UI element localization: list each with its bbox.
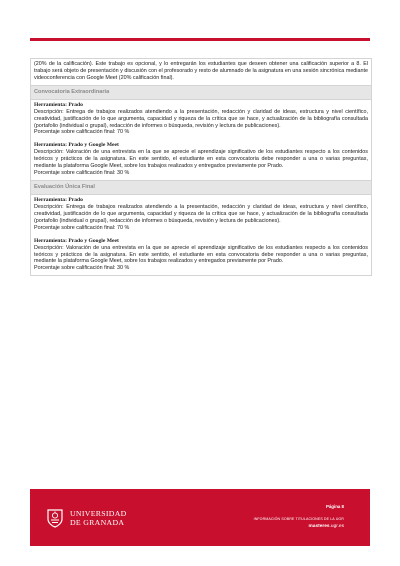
evaluation-item [34, 197, 368, 232]
percentage-text: Porcentaje sobre calificación final: 30 % [34, 265, 130, 272]
section-header-extraordinaria: Convocatoria Extraordinaria [31, 85, 371, 100]
titulaciones-info: INFORMACIÓN SOBRE TITULACIONES DE LA UGR [253, 517, 344, 521]
page-footer [30, 489, 370, 546]
university-crest-icon [46, 508, 64, 528]
top-accent-bar [30, 38, 370, 41]
description-text: Descripción: Valoración de una entrevista en la que se aprecie el aprendizaje significativo de los estudiantes respecto a los contenidos teóricos y prácticos de la asignatura. En este sentido, el estudiante en esta convocatoria debe responder a una o varias preguntas, mediante la plataforma Google Meet, sobre los trabajos realizados y entregados previamente por Prado. [34, 149, 368, 170]
percentage-text: Porcentaje sobre calificación final: 30 % [34, 170, 130, 177]
tool-label: Herramienta: Prado [34, 196, 83, 203]
percentage-text: Porcentaje sobre calificación final: 70 % [34, 129, 130, 136]
tool-label: Herramienta: Prado y Google Meet [34, 142, 119, 149]
evaluation-item [34, 238, 368, 273]
university-name [70, 509, 127, 527]
evaluation-table [30, 58, 372, 276]
masteres-link[interactable] [309, 524, 344, 529]
description-text: Descripción: Valoración de una entrevista en la que se aprecie el aprendizaje significativo de los estudiantes respecto a los contenidos teóricos y prácticos de la asignatura. En este sentido, el estudiante en esta convocatoria debe responder a una o varias preguntas, mediante la plataforma Google Meet, sobre los trabajos realizados y entregados previamente por Prado. [34, 244, 368, 265]
page-number: Página 8 [325, 504, 344, 509]
description-text: Descripción: Entrega de trabajos realizados atendiendo a la presentación, redacción y claridad de ideas, estructura y nivel científico, creatividad, justificación de lo que argumenta, capacidad y riqueza de la crítica que se hace, y actualización de la bibliografía consultada (portafolio (individual o grupal), redacción de informes o búsqueda, revisión y lectura de publicaciones). [34, 108, 368, 129]
section-header-unica-final: Evaluación Única Final [31, 180, 371, 195]
percentage-text: Porcentaje sobre calificación final: 70 % [34, 224, 130, 231]
site-name: masteres [308, 524, 330, 529]
section-body-extraordinaria [31, 100, 371, 180]
evaluation-item [34, 142, 368, 177]
university-name-line1: UNIVERSIDAD [70, 509, 127, 518]
site-tld: .ugr.es [329, 524, 344, 529]
description-text: Descripción: Entrega de trabajos realizados atendiendo a la presentación, redacción y claridad de ideas, estructura y nivel científico, creatividad, justificación de lo que argumenta, capacidad y riqueza de la crítica que se hace, y actualización de la bibliografía consultada (portafolio (individual o grupal), redacción de informes o búsqueda, revisión y lectura de publicaciones). [34, 203, 368, 224]
section-body-unica-final [31, 195, 371, 275]
tool-label: Herramienta: Prado [34, 101, 83, 108]
university-name-line2: DE GRANADA [70, 518, 125, 527]
intro-text: (20% de la calificación). Este trabajo es opcional, y lo entregarán los estudiantes que deseen obtener una calificación superior a 8. El trabajo será objeto de presentación y discusión con el profesorado y resto de alumnado de la asignatura en una sesión sincrónica mediante videoconferencia con Google Meet (20% calificación final). [34, 61, 368, 81]
evaluation-item [34, 102, 368, 137]
tool-label: Herramienta: Prado y Google Meet [34, 237, 119, 244]
